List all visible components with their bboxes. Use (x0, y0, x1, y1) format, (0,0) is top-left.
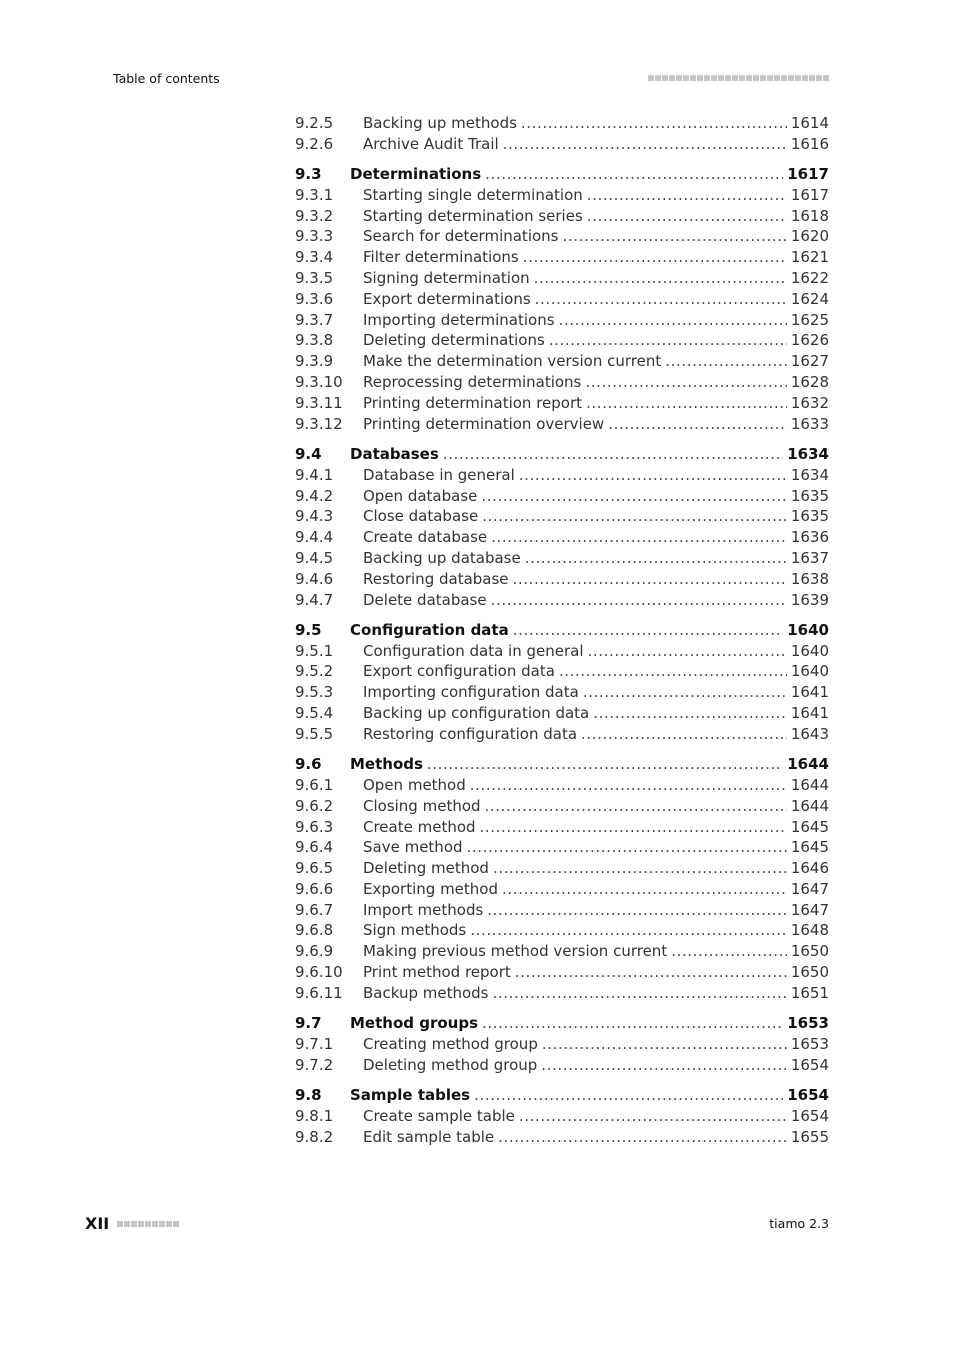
toc-dot-leader (521, 113, 787, 134)
toc-entry-page: 1626 (790, 331, 829, 350)
decorative-square (711, 75, 717, 81)
decorative-square (767, 75, 773, 81)
toc-entry-title: Restoring database (363, 569, 509, 588)
toc-entry[interactable] (295, 1106, 829, 1127)
toc-entry-page: 1617 (787, 165, 829, 184)
toc-entry-title: Open database (363, 486, 478, 505)
toc-entry-title: Method groups (350, 1014, 478, 1033)
toc-entry-number: 9.4.7 (295, 590, 334, 609)
toc-entry-number: 9.6.9 (295, 942, 334, 961)
decorative-square (648, 75, 654, 81)
running-header-title: Table of contents (113, 71, 220, 86)
toc-dot-leader (587, 185, 787, 206)
toc-dot-leader (513, 569, 787, 590)
toc-entry[interactable] (295, 941, 829, 962)
toc-entry-page: 1617 (790, 185, 829, 204)
toc-entry-page: 1639 (790, 590, 829, 609)
toc-entry-page: 1620 (790, 227, 829, 246)
toc-entry[interactable] (295, 817, 829, 838)
toc-entry-title: Save method (363, 838, 463, 857)
decorative-square (739, 75, 745, 81)
toc-section-entry[interactable] (295, 1085, 829, 1106)
decorative-square (725, 75, 731, 81)
toc-entry[interactable] (295, 527, 829, 548)
toc-entry-title: Backup methods (363, 983, 489, 1002)
toc-entry-number: 9.5 (295, 620, 322, 639)
toc-entry[interactable] (295, 351, 829, 372)
toc-entry-title: Create method (363, 817, 476, 836)
toc-entry-page: 1628 (790, 373, 829, 392)
toc-entry-number: 9.6.10 (295, 963, 343, 982)
toc-entry-page: 1644 (790, 775, 829, 794)
toc-entry-number: 9.3.8 (295, 331, 334, 350)
toc-entry-title: Archive Audit Trail (363, 134, 499, 153)
toc-dot-leader (585, 372, 786, 393)
toc-dot-leader (549, 330, 787, 351)
toc-entry-page: 1640 (790, 662, 829, 681)
toc-entry-title: Reprocessing determinations (363, 373, 582, 392)
decorative-square (788, 75, 794, 81)
toc-dot-leader (519, 1106, 787, 1127)
toc-entry-title: Deleting method (363, 859, 489, 878)
toc-entry-title: Creating method group (363, 1034, 538, 1053)
toc-entry-page: 1614 (790, 114, 829, 132)
toc-entry-title: Starting determination series (363, 206, 583, 225)
toc-entry-number: 9.3.5 (295, 269, 334, 288)
toc-entry-page: 1640 (790, 641, 829, 660)
toc-entry-title: Database in general (363, 465, 515, 484)
toc-entry-number: 9.8 (295, 1086, 322, 1105)
toc-entry-number: 9.3.6 (295, 289, 334, 308)
toc-dot-leader (498, 1127, 787, 1148)
toc-entry[interactable] (295, 962, 829, 983)
toc-entry-number: 9.5.1 (295, 641, 334, 660)
toc-entry-title: Printing determination report (363, 393, 583, 412)
toc-entry-number: 9.8.2 (295, 1127, 334, 1146)
toc-entry-number: 9.7 (295, 1014, 322, 1033)
toc-dot-leader (535, 289, 787, 310)
toc-entry[interactable] (295, 703, 829, 724)
toc-entry-number: 9.7.2 (295, 1055, 334, 1074)
toc-entry-page: 1621 (790, 248, 829, 267)
toc-dot-leader (467, 837, 787, 858)
toc-section-entry[interactable] (295, 754, 829, 775)
toc-entry[interactable] (295, 590, 829, 611)
toc-entry-page: 1655 (790, 1127, 829, 1146)
toc-entry-number: 9.3.7 (295, 310, 334, 329)
footer-product-name: tiamo 2.3 (769, 1216, 829, 1231)
toc-entry-title: Print method report (363, 963, 511, 982)
toc-entry-number: 9.2.5 (295, 114, 334, 132)
toc-entry[interactable] (295, 226, 829, 247)
decorative-square (795, 75, 801, 81)
toc-entry-number: 9.6.8 (295, 921, 334, 940)
toc-entry[interactable] (295, 1055, 829, 1076)
toc-entry-title: Signing determination (363, 269, 530, 288)
toc-entry-page: 1624 (790, 289, 829, 308)
toc-entry-number: 9.4.5 (295, 548, 334, 567)
toc-entry-number: 9.5.3 (295, 683, 334, 702)
toc-entry[interactable] (295, 310, 829, 331)
toc-entry[interactable] (295, 682, 829, 703)
toc-entry-page: 1646 (790, 859, 829, 878)
toc-dot-leader (583, 682, 787, 703)
toc-entry-page: 1647 (790, 879, 829, 898)
toc-entry[interactable] (295, 569, 829, 590)
toc-entry-title: Import methods (363, 900, 484, 919)
toc-entry-number: 9.3.11 (295, 393, 343, 412)
toc-entry-page: 1653 (787, 1014, 829, 1033)
decorative-square (690, 75, 696, 81)
decorative-square (802, 75, 808, 81)
toc-entry-title: Deleting determinations (363, 331, 545, 350)
toc-entry-page: 1654 (790, 1106, 829, 1125)
toc-entry-number: 9.6.6 (295, 879, 334, 898)
decorative-square (746, 75, 752, 81)
header-decorative-squares (648, 75, 829, 81)
toc-dot-leader (493, 983, 787, 1004)
toc-entry-title: Sign methods (363, 921, 467, 940)
toc-entry-number: 9.6.2 (295, 796, 334, 815)
toc-entry-number: 9.3.3 (295, 227, 334, 246)
toc-entry[interactable] (295, 858, 829, 879)
toc-dot-leader (493, 858, 787, 879)
toc-entry[interactable] (295, 185, 829, 206)
toc-entry-number: 9.4.1 (295, 465, 334, 484)
toc-entry[interactable] (295, 247, 829, 268)
toc-dot-leader (581, 724, 787, 745)
toc-entry[interactable] (295, 372, 829, 393)
decorative-square (662, 75, 668, 81)
toc-dot-leader (541, 1055, 787, 1076)
toc-entry[interactable] (295, 268, 829, 289)
decorative-square (669, 75, 675, 81)
toc-entry-page: 1654 (787, 1086, 829, 1105)
toc-entry-page: 1643 (790, 724, 829, 743)
toc-entry-title: Configuration data (350, 620, 509, 639)
toc-dot-leader (491, 527, 787, 548)
decorative-square (145, 1221, 151, 1227)
toc-entry-page: 1616 (790, 134, 829, 153)
toc-entry-page: 1625 (790, 310, 829, 329)
toc-entry[interactable] (295, 900, 829, 921)
toc-entry-number: 9.3 (295, 165, 322, 184)
decorative-square (173, 1221, 179, 1227)
toc-entry[interactable] (295, 330, 829, 351)
toc-entry-page: 1654 (790, 1055, 829, 1074)
toc-dot-leader (485, 796, 787, 817)
toc-dot-leader (470, 775, 787, 796)
toc-entry-page: 1622 (790, 269, 829, 288)
decorative-square (676, 75, 682, 81)
toc-entry-title: Filter determinations (363, 248, 519, 267)
toc-entry-title: Importing configuration data (363, 683, 579, 702)
toc-entry[interactable] (295, 206, 829, 227)
toc-entry-number: 9.4 (295, 444, 322, 463)
toc-entry[interactable] (295, 724, 829, 745)
decorative-square (131, 1221, 137, 1227)
decorative-square (138, 1221, 144, 1227)
toc-dot-leader (470, 920, 787, 941)
toc-entry[interactable] (295, 289, 829, 310)
toc-dot-leader (593, 703, 787, 724)
toc-entry-number: 9.8.1 (295, 1106, 334, 1125)
toc-entry-page: 1637 (790, 548, 829, 567)
toc-dot-leader (482, 1013, 783, 1034)
toc-entry-number: 9.3.4 (295, 248, 334, 267)
toc-entry-number: 9.3.10 (295, 373, 343, 392)
decorative-square (683, 75, 689, 81)
toc-entry-page: 1645 (790, 817, 829, 836)
toc-entry[interactable] (295, 1034, 829, 1055)
toc-dot-leader (559, 310, 787, 331)
toc-dot-leader (482, 506, 787, 527)
toc-entry[interactable] (295, 414, 829, 435)
decorative-square (760, 75, 766, 81)
toc-entry-page: 1627 (790, 352, 829, 371)
toc-dot-leader (503, 134, 787, 155)
toc-entry-number: 9.5.2 (295, 662, 334, 681)
toc-dot-leader (480, 817, 787, 838)
toc-entry[interactable] (295, 465, 829, 486)
toc-entry-page: 1638 (790, 569, 829, 588)
toc-entry[interactable] (295, 113, 829, 134)
decorative-square (704, 75, 710, 81)
decorative-square (159, 1221, 165, 1227)
toc-entry-number: 9.6.11 (295, 983, 343, 1002)
toc-dot-leader (502, 879, 787, 900)
toc-dot-leader (515, 962, 787, 983)
toc-entry-number: 9.4.4 (295, 528, 334, 547)
toc-entry-page: 1647 (790, 900, 829, 919)
toc-entry-title: Databases (350, 444, 439, 463)
toc-entry-number: 9.6.3 (295, 817, 334, 836)
toc-section-entry[interactable] (295, 620, 829, 641)
toc-section-entry[interactable] (295, 1013, 829, 1034)
toc-entry[interactable] (295, 920, 829, 941)
toc-entry[interactable] (295, 775, 829, 796)
toc-entry-page: 1644 (787, 755, 829, 774)
toc-entry-number: 9.3.9 (295, 352, 334, 371)
toc-entry-page: 1633 (790, 414, 829, 433)
toc-entry-title: Backing up configuration data (363, 704, 590, 723)
toc-dot-leader (523, 247, 787, 268)
toc-entry-page: 1651 (790, 983, 829, 1002)
decorative-square (753, 75, 759, 81)
toc-dot-leader (542, 1034, 787, 1055)
toc-entry-page: 1632 (790, 393, 829, 412)
footer-left (85, 1214, 179, 1233)
toc-entry[interactable] (295, 486, 829, 507)
toc-entry-page: 1635 (790, 486, 829, 505)
decorative-square (816, 75, 822, 81)
toc-entry-number: 9.3.12 (295, 414, 343, 433)
toc-entry-page: 1635 (790, 507, 829, 526)
toc-dot-leader (534, 268, 787, 289)
toc-entry[interactable] (295, 879, 829, 900)
toc-entry-title: Create sample table (363, 1106, 515, 1125)
toc-entry[interactable] (295, 134, 829, 155)
decorative-square (732, 75, 738, 81)
toc-entry-number: 9.6.7 (295, 900, 334, 919)
toc-entry-number: 9.5.5 (295, 724, 334, 743)
toc-entry-title: Sample tables (350, 1086, 471, 1105)
toc-entry[interactable] (295, 837, 829, 858)
decorative-square (781, 75, 787, 81)
toc-entry[interactable] (295, 393, 829, 414)
toc-dot-leader (588, 641, 787, 662)
toc-entry-title: Backing up methods (363, 114, 517, 132)
decorative-square (718, 75, 724, 81)
toc-entry-page: 1641 (790, 683, 829, 702)
toc-entry-title: Open method (363, 775, 466, 794)
toc-dot-leader (481, 486, 786, 507)
toc-entry-title: Making previous method version current (363, 942, 668, 961)
toc-entry-title: Methods (350, 755, 423, 774)
toc-section-entry[interactable] (295, 444, 829, 465)
decorative-square (166, 1221, 172, 1227)
toc-dot-leader (474, 1085, 783, 1106)
page-number: XII (85, 1214, 110, 1233)
toc-entry-page: 1648 (790, 921, 829, 940)
toc-entry-title: Search for determinations (363, 227, 559, 246)
toc-dot-leader (608, 414, 787, 435)
toc-entry-page: 1645 (790, 838, 829, 857)
toc-entry-page: 1634 (787, 444, 829, 463)
toc-dot-leader (485, 164, 783, 185)
toc-entry-number: 9.6.1 (295, 775, 334, 794)
toc-dot-leader (487, 900, 787, 921)
toc-entry-page: 1641 (790, 704, 829, 723)
toc-entry-number: 9.3.1 (295, 185, 334, 204)
toc-entry[interactable] (295, 983, 829, 1004)
toc-entry-title: Configuration data in general (363, 641, 584, 660)
toc-entry-title: Determinations (350, 165, 482, 184)
toc-entry-page: 1653 (790, 1034, 829, 1053)
toc-entry-title: Export determinations (363, 289, 531, 308)
decorative-square (152, 1221, 158, 1227)
toc-dot-leader (491, 590, 787, 611)
toc-entry-title: Closing method (363, 796, 481, 815)
toc-entry-page: 1640 (787, 620, 829, 639)
toc-entry-page: 1618 (790, 206, 829, 225)
toc-dot-leader (525, 548, 787, 569)
toc-entry-number: 9.6 (295, 755, 322, 774)
toc-entry-number: 9.2.6 (295, 134, 334, 153)
toc-entry[interactable] (295, 506, 829, 527)
toc-entry-page: 1634 (790, 465, 829, 484)
toc-dot-leader (559, 661, 787, 682)
decorative-square (655, 75, 661, 81)
toc-dot-leader (513, 620, 784, 641)
toc-entry-number: 9.5.4 (295, 704, 334, 723)
toc-entry[interactable] (295, 548, 829, 569)
decorative-square (117, 1221, 123, 1227)
toc-dot-leader (443, 444, 783, 465)
decorative-square (697, 75, 703, 81)
decorative-square (809, 75, 815, 81)
footer-decorative-squares (117, 1221, 179, 1227)
toc-entry-title: Delete database (363, 590, 487, 609)
toc-entry-title: Create database (363, 528, 488, 547)
decorative-square (124, 1221, 130, 1227)
toc-entry-title: Printing determination overview (363, 414, 605, 433)
toc-entry-page: 1644 (790, 796, 829, 815)
toc-entry[interactable] (295, 1127, 829, 1148)
toc-entry-number: 9.6.4 (295, 838, 334, 857)
toc-dot-leader (671, 941, 787, 962)
toc-entry[interactable] (295, 661, 829, 682)
toc-entry-title: Make the determination version current (363, 352, 662, 371)
toc-entry-title: Export configuration data (363, 662, 555, 681)
toc-entry[interactable] (295, 641, 829, 662)
toc-entry-number: 9.4.6 (295, 569, 334, 588)
toc-dot-leader (519, 465, 787, 486)
toc-entry-number: 9.3.2 (295, 206, 334, 225)
toc-dot-leader (586, 393, 787, 414)
toc-entry-number: 9.4.2 (295, 486, 334, 505)
toc-entry-title: Importing determinations (363, 310, 555, 329)
toc-entry-title: Restoring configuration data (363, 724, 578, 743)
toc-entry-page: 1650 (790, 942, 829, 961)
toc-entry-page: 1650 (790, 963, 829, 982)
toc-section-entry[interactable] (295, 164, 829, 185)
toc-entry-number: 9.7.1 (295, 1034, 334, 1053)
toc-entry-number: 9.4.3 (295, 507, 334, 526)
decorative-square (774, 75, 780, 81)
toc-dot-leader (665, 351, 787, 372)
toc-entry-number: 9.6.5 (295, 859, 334, 878)
toc-entry-title: Edit sample table (363, 1127, 495, 1146)
toc-dot-leader (587, 206, 787, 227)
toc-dot-leader (427, 754, 783, 775)
toc-entry[interactable] (295, 796, 829, 817)
toc-list (295, 113, 829, 1147)
toc-entry-title: Close database (363, 507, 479, 526)
decorative-square (823, 75, 829, 81)
toc-entry-title: Starting single determination (363, 185, 583, 204)
toc-entry-title: Exporting method (363, 879, 498, 898)
toc-dot-leader (562, 226, 786, 247)
toc-entry-page: 1636 (790, 528, 829, 547)
toc-entry-title: Backing up database (363, 548, 521, 567)
toc-entry-title: Deleting method group (363, 1055, 538, 1074)
